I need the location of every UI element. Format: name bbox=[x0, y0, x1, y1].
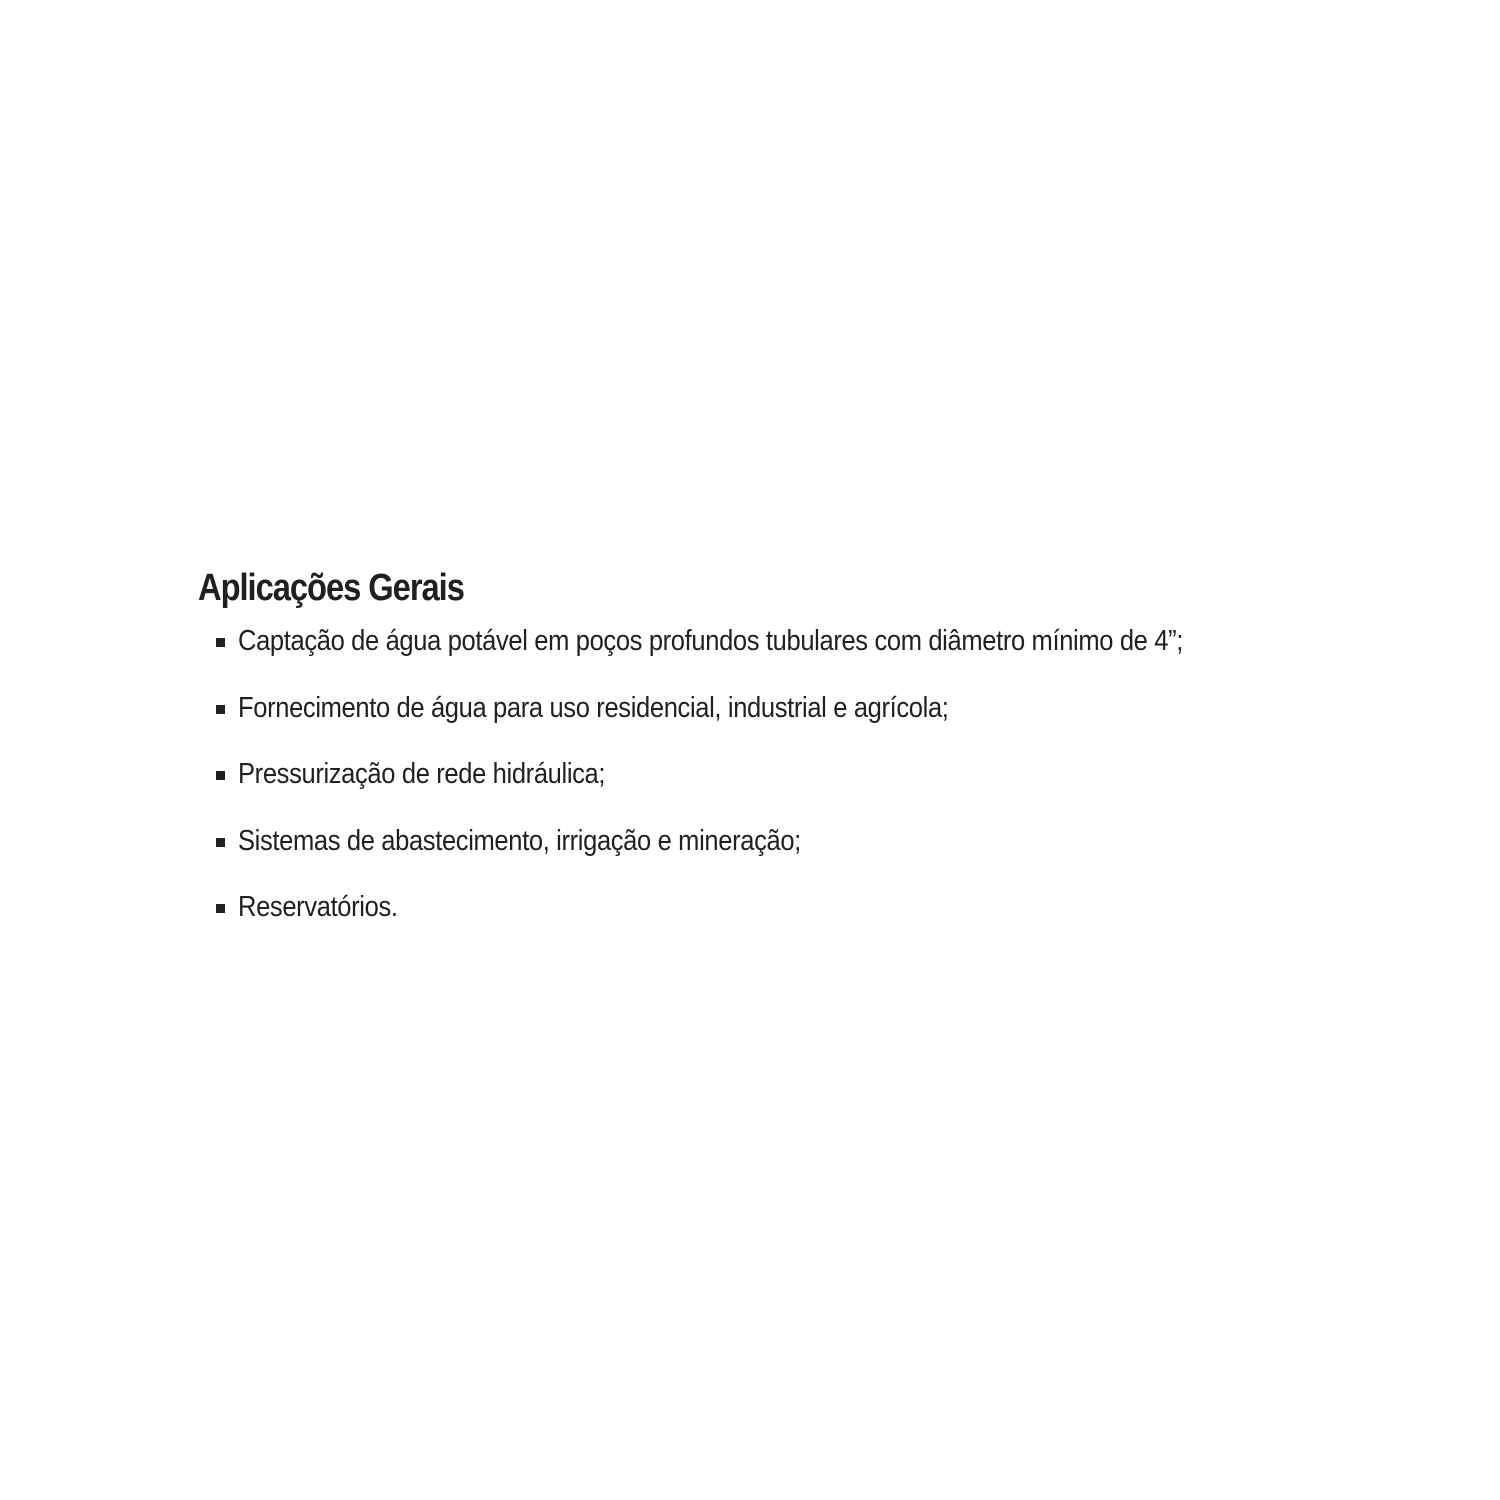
list-item bbox=[198, 757, 1398, 824]
list-item bbox=[198, 824, 1398, 891]
list-item-text: Captação de água potável em poços profundos tubulares com diâmetro mínimo de 4”; bbox=[238, 625, 1183, 657]
square-bullet-icon bbox=[216, 638, 225, 647]
list-item-text: Reservatórios. bbox=[238, 891, 398, 923]
square-bullet-icon bbox=[216, 705, 225, 714]
square-bullet-icon bbox=[216, 771, 225, 780]
applications-list bbox=[198, 624, 1398, 957]
square-bullet-icon bbox=[216, 904, 225, 913]
applications-section bbox=[198, 562, 1398, 957]
list-item-text: Sistemas de abastecimento, irrigação e mineração; bbox=[238, 824, 801, 857]
square-bullet-icon bbox=[216, 838, 225, 847]
list-item bbox=[198, 624, 1398, 691]
list-item-text: Pressurização de rede hidráulica; bbox=[238, 758, 606, 790]
list-item bbox=[198, 890, 1398, 957]
list-item-text: Fornecimento de água para uso residencial, industrial e agrícola; bbox=[238, 691, 949, 724]
section-heading: Aplicações Gerais bbox=[198, 567, 464, 609]
list-item bbox=[198, 691, 1398, 758]
